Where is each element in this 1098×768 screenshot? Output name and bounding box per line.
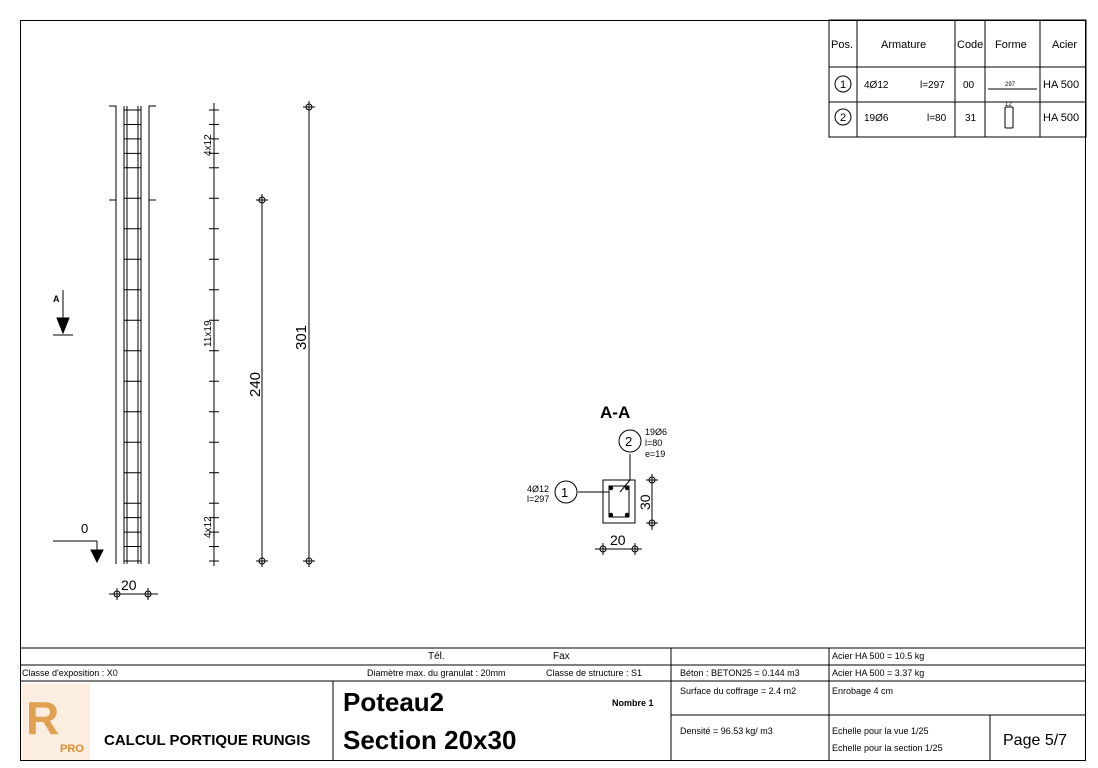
schedule-header-forme: Forme <box>995 39 1027 51</box>
schedule-header-pos: Pos. <box>831 39 854 51</box>
concrete-cover: Enrobage 4 cm <box>832 686 894 696</box>
bar-301-label: 301 <box>293 324 310 350</box>
aggregate-size: Diamètre max. du granulat : 20mm <box>367 668 506 678</box>
spacing-bottom-label: 4x12 <box>203 516 214 538</box>
section-bars <box>609 486 629 517</box>
mark1-length: l=297 <box>527 494 550 504</box>
element-name: Poteau2 <box>343 687 445 717</box>
formwork-area: Surface du coffrage = 2.4 m2 <box>680 686 797 696</box>
spacing-mid-label: 11x19 <box>203 320 214 347</box>
mark1-bars: 4Ø12 <box>527 484 550 494</box>
schedule-row1-shape-label: 297 <box>1005 82 1016 88</box>
schedule-row2-shape-label: 12 <box>1005 102 1012 108</box>
schedule-row1-pos: 1 <box>840 79 847 91</box>
schedule-row2-pos: 2 <box>840 112 847 124</box>
level-label: 0 <box>81 521 89 536</box>
schedule-row2-code: 31 <box>965 113 977 124</box>
steel-weight-2: Acier HA 500 = 3.37 kg <box>832 668 925 678</box>
section-mark-1: 1 <box>561 485 569 500</box>
schedule-row1-code: 00 <box>963 80 975 91</box>
spacing-top-label: 4x12 <box>203 134 214 156</box>
section-dim-30: 30 <box>637 494 653 510</box>
schedule-header-code: Code <box>957 39 984 51</box>
logo-letter: R <box>26 692 60 744</box>
schedule-row1-steel: HA 500 <box>1043 79 1080 91</box>
schedule-header-acier: Acier <box>1052 39 1078 51</box>
section-name: Section 20x30 <box>343 725 517 755</box>
exposure-class: Classe d'exposition : X0 <box>22 668 118 678</box>
section-a-a <box>555 430 658 555</box>
project-name: CALCUL PORTIQUE RUNGIS <box>104 732 311 749</box>
app-logo <box>22 684 90 760</box>
width-dimension-label: 20 <box>121 577 137 593</box>
concrete-volume: Béton : BETON25 = 0.144 m3 <box>680 668 800 678</box>
section-cut-label: A <box>53 294 60 304</box>
element-count: Nombre 1 <box>612 698 654 708</box>
fax-label: Fax <box>553 651 570 662</box>
schedule-row1-bars: 4Ø12 <box>864 80 889 91</box>
scale-view: Echelle pour la vue 1/25 <box>832 726 929 736</box>
structure-class: Classe de structure : S1 <box>546 668 643 678</box>
section-mark-2: 2 <box>625 434 633 449</box>
column-elevation <box>109 106 156 564</box>
tel-label: Tél. <box>428 651 445 662</box>
level-mark <box>53 541 103 562</box>
bar-240-label: 240 <box>247 371 264 397</box>
section-title: A-A <box>600 403 631 422</box>
schedule-header-armature: Armature <box>881 39 927 51</box>
section-dim-20: 20 <box>610 532 626 548</box>
mark2-length: l=80 <box>645 438 663 448</box>
schedule-row2-steel: HA 500 <box>1043 112 1080 124</box>
schedule-row1-length: l=297 <box>920 80 945 91</box>
steel-density: Densité = 96.53 kg/ m3 <box>680 726 773 736</box>
mark2-bars: 19Ø6 <box>645 427 668 437</box>
page-number: Page 5/7 <box>1003 732 1068 749</box>
steel-weight-1: Acier HA 500 = 10.5 kg <box>832 651 925 661</box>
scale-section: Echelle pour la section 1/25 <box>832 743 943 753</box>
logo-badge: PRO <box>60 743 84 755</box>
schedule-row2-length: l=80 <box>927 113 947 124</box>
schedule-row2-bars: 19Ø6 <box>864 113 889 124</box>
mark2-spacing: e=19 <box>645 449 666 459</box>
